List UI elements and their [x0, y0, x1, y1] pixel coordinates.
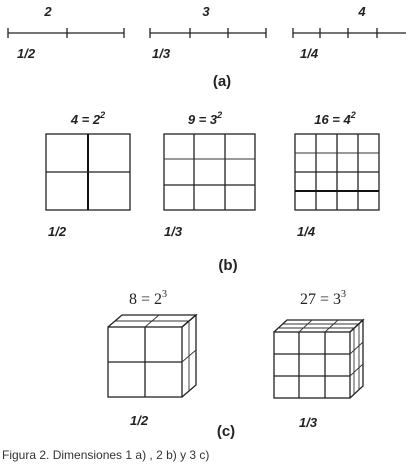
cube-2x2x2	[108, 315, 196, 397]
segment-3	[293, 28, 406, 38]
segment-2-bottom-label: 1/3	[152, 46, 171, 61]
segment-1-top-label: 2	[44, 4, 52, 19]
square-3-equation: $16 = 4^2$	[314, 110, 356, 127]
figure-caption: Figura 2. Dimensiones 1 a) , 2 b) y 3 c)	[2, 448, 210, 462]
square-2-bottom-label: 1/3	[164, 224, 183, 239]
square-2-equation: $9 = 3^2$	[187, 110, 223, 127]
segment-1	[8, 28, 124, 38]
panel-a-label: (a)	[212, 73, 232, 90]
square-3-bottom-label: 1/4	[297, 224, 316, 239]
square-1-equation: $4 = 2^2$	[70, 110, 106, 127]
segment-2	[150, 28, 266, 38]
square-3x3	[164, 134, 255, 210]
square-2x2	[46, 134, 130, 210]
panel-a	[8, 4, 406, 90]
square-1-bottom-label: 1/2	[48, 224, 67, 239]
panel-c	[108, 289, 363, 440]
square-4x4	[295, 134, 379, 210]
cube-1-equation: $8 = 2^3$	[128, 289, 168, 308]
panel-b-label: (b)	[218, 257, 238, 274]
panel-c-label: (c)	[216, 423, 236, 440]
panel-b	[46, 110, 379, 274]
segment-2-top-label: 3	[202, 4, 210, 19]
cube-2-bottom-label: 1/3	[299, 415, 318, 430]
segment-3-top-label: 4	[358, 4, 366, 19]
cube-1-bottom-label: 1/2	[130, 413, 149, 428]
cube-3x3x3	[274, 320, 363, 398]
segment-1-bottom-label: 1/2	[17, 46, 36, 61]
segment-3-bottom-label: 1/4	[300, 46, 319, 61]
cube-2-equation: $27 = 3^3$	[299, 289, 347, 308]
